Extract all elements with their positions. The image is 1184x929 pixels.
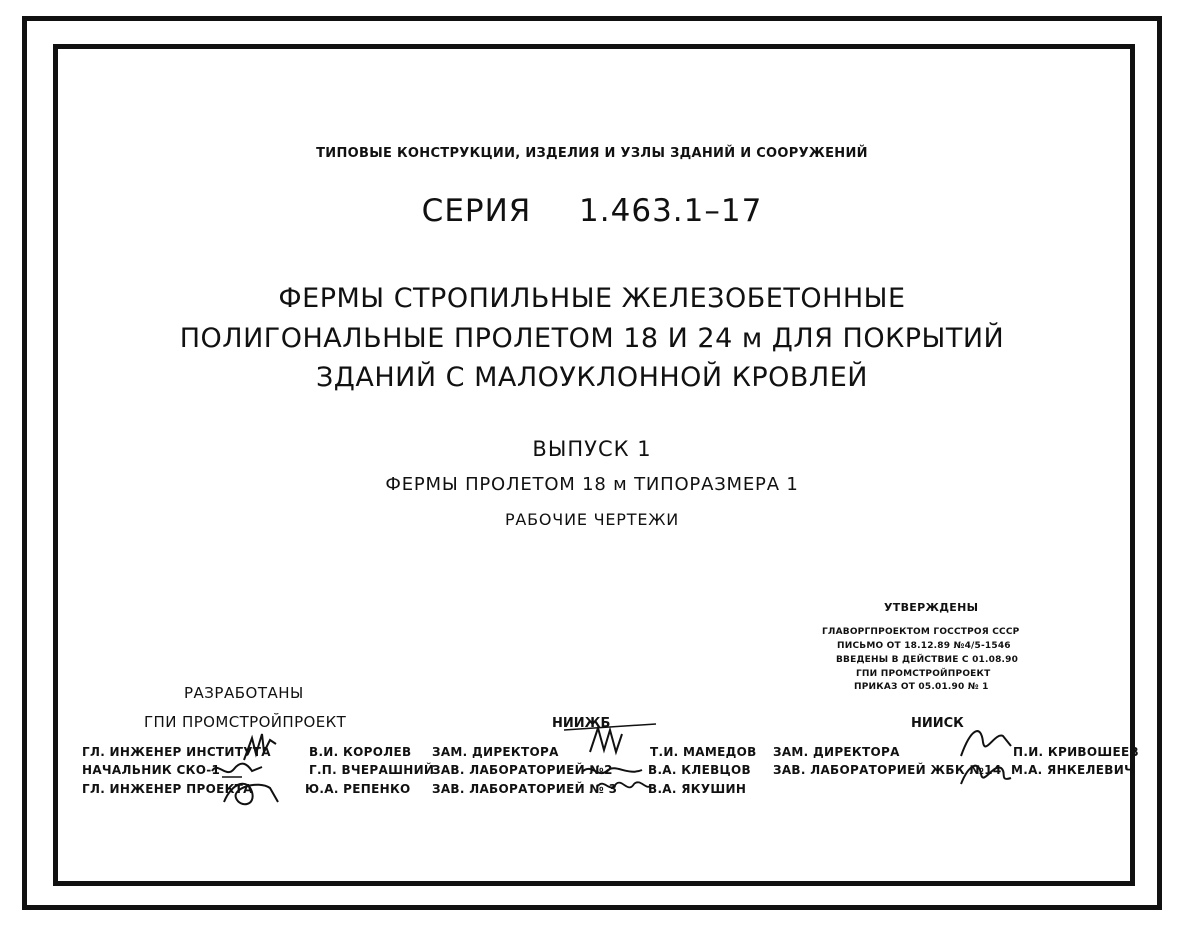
org3-position-1: ЗАМ. ДИРЕКТОРА <box>773 745 900 759</box>
org3-person-1: П.И. КРИВОШЕЕВ <box>1013 745 1139 759</box>
approval-line-5: ПРИКАЗ ОТ 05.01.90 № 1 <box>854 682 989 692</box>
signature-yankelevich <box>955 756 1015 790</box>
org1-person-3: Ю.А. РЕПЕНКО <box>305 782 411 796</box>
series-label: СЕРИЯ <box>421 193 532 229</box>
org2-person-3: В.А. ЯКУШИН <box>648 782 747 796</box>
developed-heading: РАЗРАБОТАНЫ <box>184 684 304 702</box>
org3-person-2: М.А. ЯНКЕЛЕВИЧ <box>1011 763 1135 777</box>
issue-number: ВЫПУСК 1 <box>532 437 652 461</box>
issue-drawings: РАБОЧИЕ ЧЕРТЕЖИ <box>504 510 680 529</box>
category-heading: ТИПОВЫЕ КОНСТРУКЦИИ, ИЗДЕЛИЯ И УЗЛЫ ЗДАНИЙ И СООРУЖЕНИЙ <box>316 146 868 161</box>
org2-person-2: В.А. КЛЕВЦОВ <box>648 763 751 777</box>
approval-line-1: ГЛАВОРГПРОЕКТОМ ГОССТРОЯ СССР <box>822 627 1020 637</box>
org1-person-1: В.И. КОРОЛЕВ <box>309 745 412 759</box>
title-line-2: ПОЛИГОНАЛЬНЫЕ ПРОЛЕТОМ 18 И 24 м ДЛЯ ПОКРЫТИЙ <box>179 323 1005 354</box>
org-promstroyproekt: ГПИ ПРОМСТРОЙПРОЕКТ <box>144 713 347 731</box>
approval-line-4: ГПИ ПРОМСТРОЙПРОЕКТ <box>856 669 991 679</box>
org2-person-1: Т.И. МАМЕДОВ <box>650 745 757 759</box>
issue-subtitle: ФЕРМЫ ПРОЛЕТОМ 18 м ТИПОРАЗМЕРА 1 <box>385 474 799 495</box>
title-line-1: ФЕРМЫ СТРОПИЛЬНЫЕ ЖЕЛЕЗОБЕТОННЫЕ <box>278 283 906 314</box>
org-niizhb: НИИЖБ <box>552 716 611 731</box>
org1-person-2: Г.П. ВЧЕРАШНИЙ <box>309 763 435 777</box>
org3-position-2: ЗАВ. ЛАБОРАТОРИЕЙ ЖБК №14 <box>773 763 1002 777</box>
signature-repenko <box>218 772 288 812</box>
series-number: 1.463.1–17 <box>579 193 763 229</box>
org1-position-3: ГЛ. ИНЖЕНЕР ПРОЕКТА <box>82 782 253 796</box>
org2-position-2: ЗАВ. ЛАБОРАТОРИЕЙ №2 <box>432 763 613 777</box>
approval-heading: УТВЕРЖДЕНЫ <box>884 601 979 614</box>
approval-line-3: ВВЕДЕНЫ В ДЕЙСТВИЕ С 01.08.90 <box>836 655 1019 665</box>
signature-mamedov <box>560 722 660 762</box>
org1-position-2: НАЧАЛЬНИК СКО-1 <box>82 763 221 777</box>
approval-line-2: ПИСЬМО ОТ 18.12.89 №4/5-1546 <box>837 641 1011 651</box>
title-line-3: ЗДАНИЙ С МАЛОУКЛОННОЙ КРОВЛЕЙ <box>315 362 868 393</box>
series-heading <box>0 193 1184 229</box>
org2-position-3: ЗАВ. ЛАБОРАТОРИЕЙ № 3 <box>432 782 618 796</box>
org-niisk: НИИСК <box>911 716 964 731</box>
org1-position-1: ГЛ. ИНЖЕНЕР ИНСТИТУТА <box>82 745 271 759</box>
signature-yakushin <box>594 776 654 796</box>
org2-position-1: ЗАМ. ДИРЕКТОРА <box>432 745 559 759</box>
